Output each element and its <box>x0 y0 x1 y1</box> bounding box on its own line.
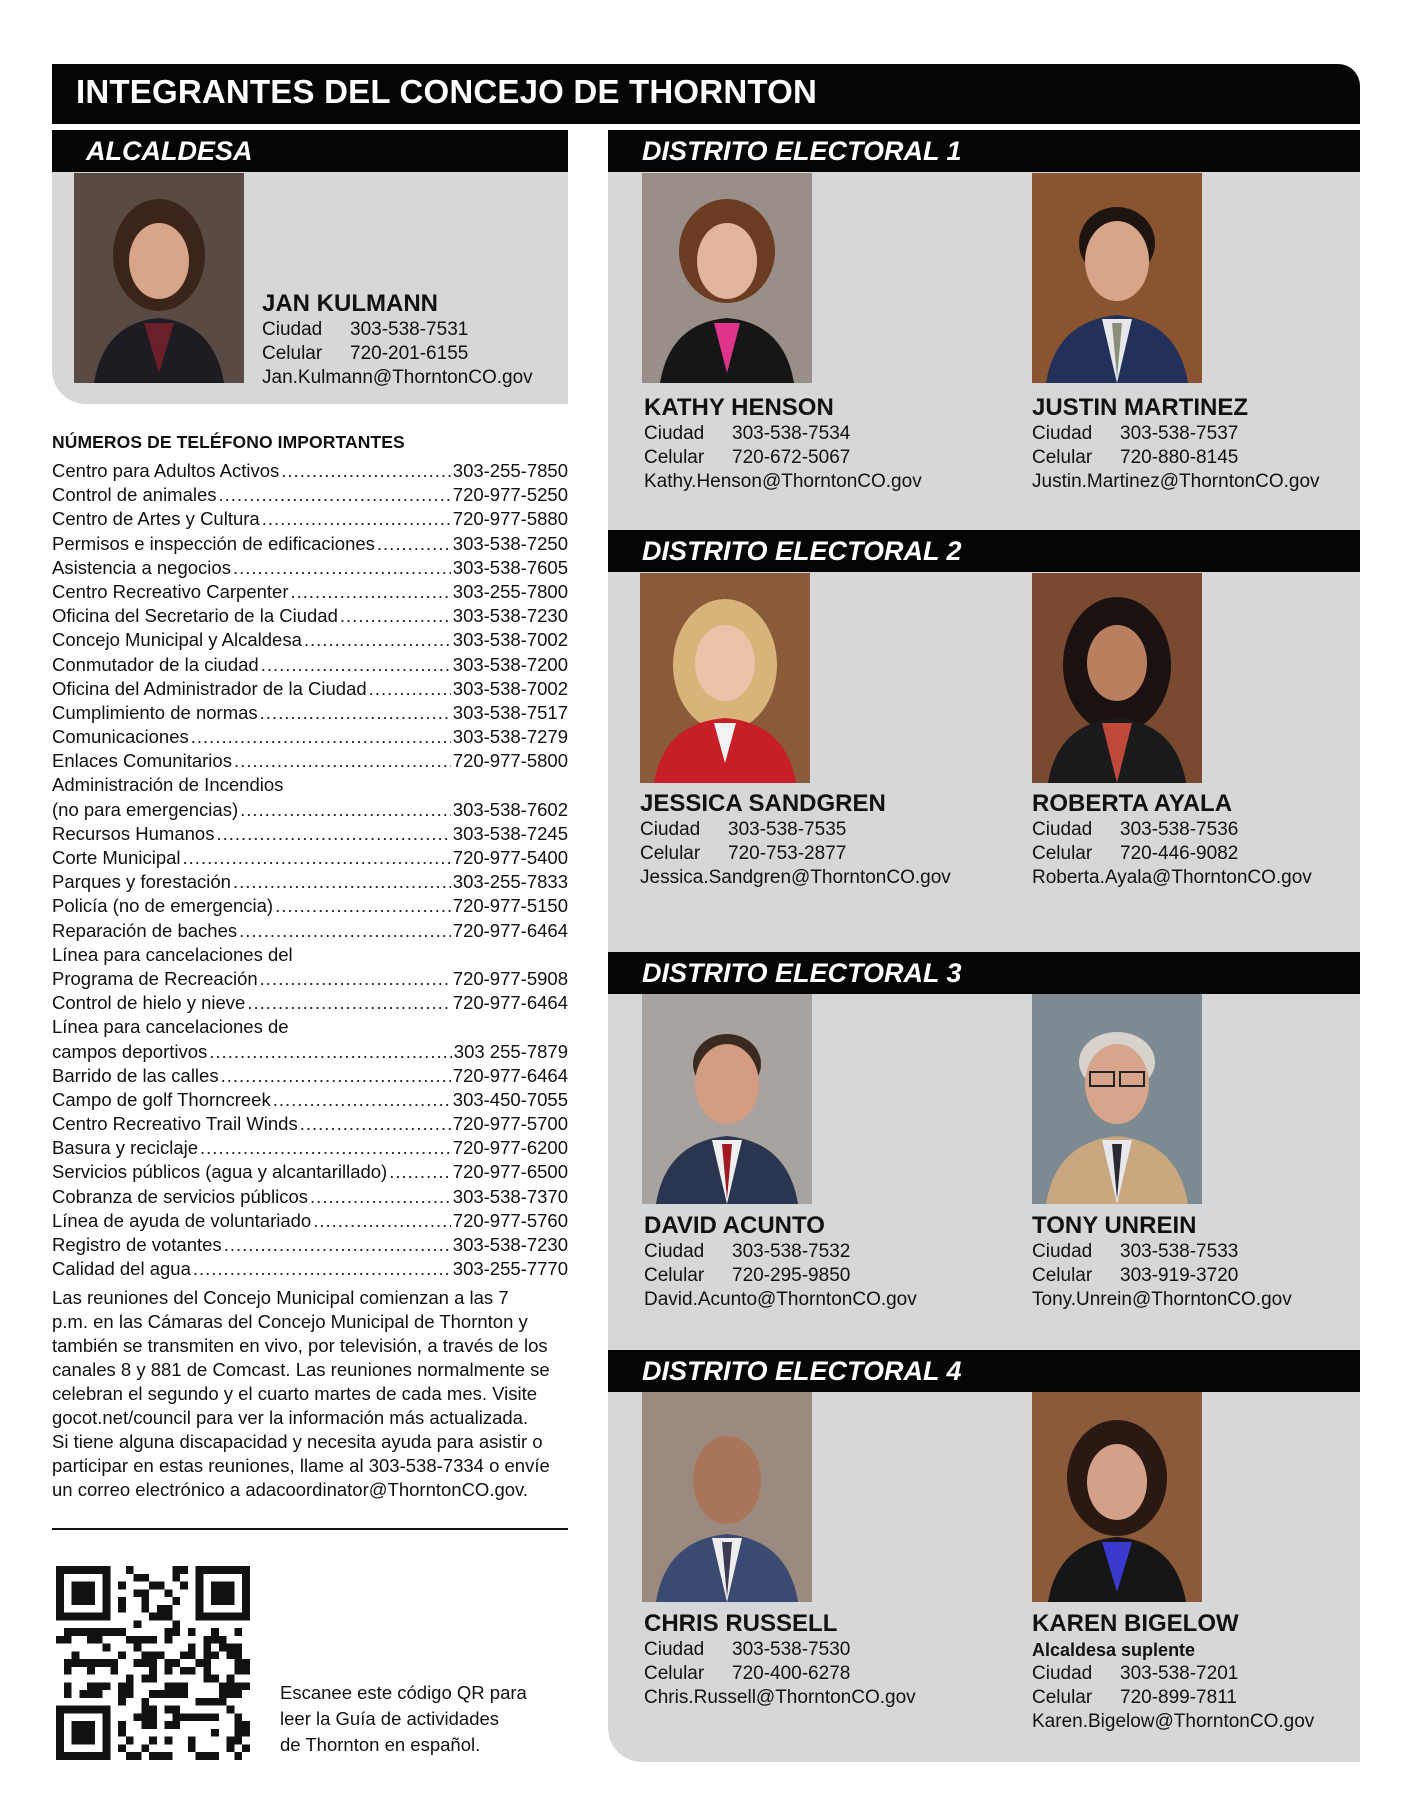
mayor-section-title: ALCALDESA <box>86 136 253 166</box>
phone-row <box>52 1233 568 1257</box>
cell-phone: 720-899-7811 <box>1120 1687 1237 1708</box>
member-card-justin-martinez <box>1032 394 1320 494</box>
dot-leader <box>300 1112 451 1136</box>
phone-number[interactable]: 720-977-6464 <box>452 919 568 941</box>
phone-row <box>52 967 568 991</box>
dot-leader <box>219 483 451 507</box>
phone-row <box>52 1088 568 1112</box>
member-photo-justin-martinez <box>1032 173 1202 383</box>
phone-row <box>52 798 568 822</box>
member-card-jessica-sandgren <box>640 790 951 890</box>
phone-row <box>52 507 568 531</box>
phone-number[interactable]: 720-977-6464 <box>452 992 568 1014</box>
mayor-photo <box>74 173 244 383</box>
district-1-bar <box>608 130 1360 172</box>
phone-number[interactable]: 720-977-5150 <box>452 895 568 917</box>
cell-label: Celular <box>1032 447 1093 468</box>
city-label: Ciudad <box>644 1241 705 1262</box>
phone-number[interactable]: 303-538-7002 <box>452 677 568 699</box>
phone-number[interactable]: 303-538-7002 <box>452 629 568 651</box>
cell-phone: 720-880-8145 <box>1120 447 1239 468</box>
phone-row <box>52 725 568 749</box>
phone-number[interactable]: 303-255-7850 <box>452 460 568 481</box>
cell-label: Celular <box>262 343 323 364</box>
dot-leader <box>191 725 451 749</box>
member-photo-karen-bigelow <box>1032 1392 1202 1602</box>
member-name: CHRIS RUSSELL <box>644 1610 838 1637</box>
cell-phone: 720-446-9082 <box>1120 843 1239 864</box>
phone-row <box>52 677 568 701</box>
cell-label: Celular <box>640 843 701 864</box>
city-label: Ciudad <box>1032 423 1093 444</box>
dot-leader <box>377 532 451 556</box>
phone-row <box>52 459 568 483</box>
dot-leader <box>310 1185 451 1209</box>
member-card-roberta-ayala <box>1032 790 1312 890</box>
member-photo-kathy-henson <box>642 173 812 383</box>
member-card-tony-unrein <box>1032 1212 1292 1312</box>
phone-number[interactable]: 303-538-7230 <box>452 1234 568 1255</box>
phone-number[interactable]: 720-977-6464 <box>452 1064 568 1086</box>
member-email[interactable]: Karen.Bigelow@ThorntonCO.gov <box>1032 1711 1315 1732</box>
phone-label: Línea de ayuda de voluntariado <box>52 1209 312 1231</box>
city-phone: 303-538-7534 <box>732 423 851 444</box>
phone-row <box>52 894 568 918</box>
member-email[interactable]: Jessica.Sandgren@ThorntonCO.gov <box>640 867 951 888</box>
cell-phone: 720-201-6155 <box>350 343 469 364</box>
phone-row <box>52 532 568 556</box>
city-label: Ciudad <box>1032 1663 1093 1684</box>
dot-leader <box>273 1088 451 1112</box>
dot-leader <box>369 677 451 701</box>
phone-label: Centro Recreativo Trail Winds <box>52 1113 298 1135</box>
phone-label: Conmutador de la ciudad <box>52 653 259 675</box>
phone-number[interactable]: 303-538-7370 <box>452 1185 568 1207</box>
phone-label: campos deportivos <box>52 1040 208 1062</box>
member-photo-tony-unrein <box>1032 994 1202 1204</box>
phone-number[interactable]: 303-538-7279 <box>452 726 568 748</box>
phone-label: Recursos Humanos <box>52 822 215 844</box>
dot-leader <box>260 701 451 725</box>
dot-leader <box>240 798 451 822</box>
phone-row <box>52 1040 568 1064</box>
member-email[interactable]: Chris.Russell@ThorntonCO.gov <box>644 1687 916 1708</box>
phone-row <box>52 653 568 677</box>
dot-leader <box>291 580 451 604</box>
phone-label: Permisos e inspección de edificaciones <box>52 532 375 554</box>
phone-row <box>52 919 568 943</box>
mayor-section-bar <box>52 130 568 172</box>
dot-leader <box>193 1257 451 1281</box>
page-title: INTEGRANTES DEL CONCEJO DE THORNTON <box>76 73 818 110</box>
dot-leader <box>239 919 451 943</box>
phone-row <box>52 846 568 870</box>
cell-label: Celular <box>644 447 705 468</box>
phone-directory-title: NÚMEROS DE TELÉFONO IMPORTANTES <box>52 432 405 452</box>
phone-label: Cumplimiento de normas <box>52 701 258 723</box>
dot-leader <box>262 507 451 531</box>
city-phone: 303-538-7536 <box>1120 819 1239 840</box>
city-label: Ciudad <box>644 1639 705 1660</box>
dot-leader <box>209 1040 452 1064</box>
phone-row <box>52 1136 568 1160</box>
phone-number[interactable]: 303-255-7770 <box>452 1258 568 1280</box>
dot-leader <box>183 846 451 870</box>
dot-leader <box>281 459 451 483</box>
phone-row <box>52 1185 568 1209</box>
page-header <box>52 64 1360 124</box>
phone-label: Reparación de baches <box>52 919 238 941</box>
phone-label: (no para emergencias) <box>52 798 239 820</box>
dot-leader <box>200 1136 451 1160</box>
cell-phone: 720-295-9850 <box>732 1265 851 1286</box>
phone-number[interactable]: 720-977-6200 <box>452 1137 568 1159</box>
phone-label: Centro Recreativo Carpenter <box>52 580 289 602</box>
member-email[interactable]: Tony.Unrein@ThorntonCO.gov <box>1032 1289 1292 1310</box>
phone-label: Centro de Artes y Cultura <box>52 508 260 530</box>
phone-row <box>52 483 568 507</box>
phone-number[interactable]: 720-977-5800 <box>452 750 568 772</box>
phone-label: Basura y reciclaje <box>52 1137 199 1159</box>
city-phone: 303-538-7532 <box>732 1241 851 1262</box>
phone-row <box>52 604 568 628</box>
phone-number[interactable]: 720-977-5760 <box>452 1209 568 1231</box>
phone-label: Corte Municipal <box>52 847 181 868</box>
phone-number[interactable]: 720-977-5908 <box>452 967 568 989</box>
city-label: Ciudad <box>640 819 701 840</box>
phone-label: Parques y forestación <box>52 871 231 893</box>
phone-label: Oficina del Secretario de la Ciudad <box>52 605 338 627</box>
phone-number[interactable]: 720-977-5880 <box>452 508 568 530</box>
dot-leader <box>216 822 450 846</box>
phone-rows <box>52 459 568 1281</box>
city-phone: 303-538-7533 <box>1120 1241 1239 1262</box>
district-1-title: DISTRITO ELECTORAL 1 <box>642 136 962 166</box>
member-photo-david-acunto <box>642 994 812 1204</box>
member-card-david-acunto <box>644 1212 917 1312</box>
district-3-bar <box>608 952 1360 994</box>
meetings-info: Las reuniones del Concejo Municipal comienzan a las 7 p.m. en las Cámaras del Concejo Municipal de Thornton y también se transmiten en vivo, por televisión, a través de los canales 8 y 881 de Comcast. Las reuniones normalmente se celebran el segundo y el cuarto martes de cada mes. Visite gocot.net/council para ver la información más actualizada. Si tiene alguna discapacidad y necesita ayuda para asistir o participar en estas reuniones, llame al 303-538-7334 o envíe un correo electrónico a adacoordinator@ThorntonCO.gov. <box>52 1287 550 1500</box>
phone-row <box>52 1160 568 1184</box>
member-email[interactable]: Kathy.Henson@ThorntonCO.gov <box>644 471 922 492</box>
city-label: Ciudad <box>1032 1241 1093 1262</box>
dot-leader <box>233 556 451 580</box>
cell-label: Celular <box>644 1265 705 1286</box>
dot-leader <box>260 967 451 991</box>
phone-label: Concejo Municipal y Alcaldesa <box>52 629 302 651</box>
phone-row <box>52 1015 568 1039</box>
cell-label: Celular <box>1032 843 1093 864</box>
member-card-kathy-henson <box>644 394 922 494</box>
dot-leader <box>304 628 451 652</box>
phone-label: Calidad del agua <box>52 1258 191 1280</box>
city-phone: 303-538-7535 <box>728 819 847 840</box>
member-card-chris-russell <box>644 1610 916 1710</box>
phone-row <box>52 1112 568 1136</box>
mayor-card <box>262 290 533 390</box>
city-phone: 303-538-7530 <box>732 1639 851 1660</box>
phone-row <box>52 628 568 652</box>
phone-label: Enlaces Comunitarios <box>52 750 232 772</box>
phone-number[interactable]: 720-977-6500 <box>452 1161 568 1183</box>
phone-row <box>52 556 568 580</box>
district-3-title: DISTRITO ELECTORAL 3 <box>642 958 962 988</box>
member-photo-chris-russell <box>642 1392 812 1602</box>
district-2-title: DISTRITO ELECTORAL 2 <box>642 536 962 566</box>
district-4-bar <box>608 1350 1360 1392</box>
phone-row <box>52 701 568 725</box>
cell-label: Celular <box>1032 1265 1093 1286</box>
phone-label: Cobranza de servicios públicos <box>52 1185 309 1207</box>
phone-label: Registro de votantes <box>52 1234 222 1255</box>
phone-row <box>52 1209 568 1233</box>
member-name: TONY UNREIN <box>1032 1212 1197 1239</box>
phone-row <box>52 991 568 1015</box>
cell-phone: 720-672-5067 <box>732 447 851 468</box>
city-phone: 303-538-7531 <box>350 319 469 340</box>
phone-number[interactable]: 303-538-7200 <box>452 653 568 675</box>
dot-leader <box>275 894 451 918</box>
cell-phone: 720-753-2877 <box>728 843 847 864</box>
phone-row <box>52 943 568 967</box>
divider <box>52 1528 568 1530</box>
phone-label: Barrido de las calles <box>52 1064 219 1086</box>
dot-leader <box>234 749 451 773</box>
qr-code[interactable] <box>56 1566 250 1760</box>
phone-number[interactable]: 303-538-7250 <box>452 532 568 554</box>
city-phone: 303-538-7537 <box>1120 423 1239 444</box>
dot-leader <box>247 991 450 1015</box>
phone-number[interactable]: 303-450-7055 <box>452 1088 568 1110</box>
member-email[interactable]: David.Acunto@ThorntonCO.gov <box>644 1289 917 1310</box>
phone-label: Línea para cancelaciones del <box>52 943 293 965</box>
phone-row <box>52 580 568 604</box>
phone-label: Campo de golf Thorncreek <box>52 1088 271 1110</box>
dot-leader <box>313 1209 451 1233</box>
cell-label: Celular <box>644 1663 705 1684</box>
phone-row <box>52 822 568 846</box>
member-photo-roberta-ayala <box>1032 573 1202 783</box>
city-label: Ciudad <box>262 319 323 340</box>
member-role: Alcaldesa suplente <box>1032 1640 1196 1660</box>
phone-number[interactable]: 303-538-7605 <box>452 556 568 578</box>
phone-label: Servicios públicos (agua y alcantarillado) <box>52 1161 388 1183</box>
member-email[interactable]: Roberta.Ayala@ThorntonCO.gov <box>1032 867 1312 888</box>
district-4-title: DISTRITO ELECTORAL 4 <box>642 1356 962 1386</box>
phone-number[interactable]: 303-538-7602 <box>452 798 568 820</box>
phone-label: Control de animales <box>52 484 217 506</box>
phone-row <box>52 1064 568 1088</box>
member-photo-jessica-sandgren <box>640 573 810 783</box>
member-name: KATHY HENSON <box>644 394 834 421</box>
phone-row <box>52 773 568 797</box>
cell-phone: 720-400-6278 <box>732 1663 851 1684</box>
phone-number[interactable]: 720-977-5250 <box>452 484 568 506</box>
phone-label: Comunicaciones <box>52 726 189 748</box>
dot-leader <box>221 1064 451 1088</box>
member-name: ROBERTA AYALA <box>1032 790 1233 817</box>
phone-row <box>52 1257 568 1281</box>
cell-label: Celular <box>1032 1687 1093 1708</box>
phone-number[interactable]: 720-977-5700 <box>452 1113 568 1135</box>
phone-number[interactable]: 303-538-7230 <box>452 605 568 627</box>
phone-number[interactable]: 720-977-5400 <box>452 847 568 868</box>
phone-number[interactable]: 303 255-7879 <box>453 1040 568 1062</box>
phone-row <box>52 870 568 894</box>
phone-label: Policía (no de emergencia) <box>52 895 274 917</box>
phone-label: Asistencia a negocios <box>52 556 231 578</box>
city-label: Ciudad <box>1032 819 1093 840</box>
phone-row <box>52 749 568 773</box>
member-email[interactable]: Justin.Martinez@ThorntonCO.gov <box>1032 471 1320 492</box>
member-name: DAVID ACUNTO <box>644 1212 825 1239</box>
phone-number[interactable]: 303-255-7800 <box>452 580 568 602</box>
phone-label: Centro para Adultos Activos <box>52 460 280 481</box>
member-email[interactable]: Jan.Kulmann@ThorntonCO.gov <box>262 367 533 388</box>
phone-label: Línea para cancelaciones de <box>52 1016 289 1038</box>
member-card-karen-bigelow <box>1032 1610 1314 1734</box>
city-label: Ciudad <box>644 423 705 444</box>
phone-number[interactable]: 303-255-7833 <box>452 871 568 893</box>
district-2-bar <box>608 530 1360 572</box>
phone-number[interactable]: 303-538-7245 <box>452 822 568 844</box>
phone-number[interactable]: 303-538-7517 <box>452 701 568 723</box>
cell-phone: 303-919-3720 <box>1120 1265 1239 1286</box>
dot-leader <box>340 604 451 628</box>
member-name: JUSTIN MARTINEZ <box>1032 394 1248 421</box>
dot-leader <box>233 870 451 894</box>
phone-label: Control de hielo y nieve <box>52 992 246 1014</box>
dot-leader <box>224 1233 451 1257</box>
member-name: KAREN BIGELOW <box>1032 1610 1239 1637</box>
city-phone: 303-538-7201 <box>1120 1663 1239 1684</box>
member-name: JESSICA SANDGREN <box>640 790 886 817</box>
dot-leader <box>389 1160 451 1184</box>
phone-directory <box>52 432 568 1281</box>
phone-label: Oficina del Administrador de la Ciudad <box>52 677 367 699</box>
member-name: JAN KULMANN <box>262 290 438 317</box>
dot-leader <box>261 653 451 677</box>
phone-label: Administración de Incendios <box>52 774 284 796</box>
phone-label: Programa de Recreación <box>52 967 258 989</box>
qr-caption: Escanee este código QR para leer la Guía de actividades de Thornton en español. <box>280 1682 527 1755</box>
